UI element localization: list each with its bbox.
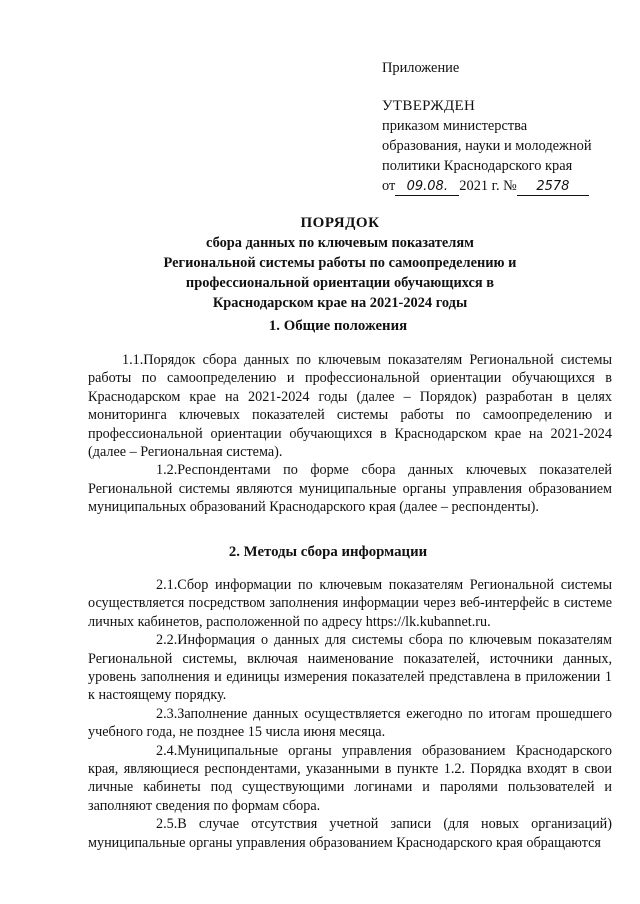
title-line: Краснодарском крае на 2021-2024 годы [212,295,468,311]
approval-line: образования, науки и молодежной [382,138,592,154]
paragraph-2-2 [88,631,612,705]
title-line: Региональной системы работы по самоопределению и [163,255,517,271]
section-1-body [88,351,612,517]
paragraph-text: В случае отсутствия учетной записи (для новых организаций) муниципальные органы управления образованием Краснодарского края обращаются [88,816,612,851]
paragraph-text: Заполнение данных осуществляется ежегодно по итогам прошедшего учебного года, не позднее 15 числа июня месяца. [88,705,612,741]
approval-line: приказом министерства [382,118,528,134]
handwritten-date: 09.08. [395,179,459,196]
section-1-title: 1. Общие положения [268,318,408,334]
paragraph-number: 2.5. [156,816,178,833]
title-heading: ПОРЯДОК [300,215,380,231]
appendix-label: Приложение [382,60,460,76]
handwritten-order-number: 2578 [517,179,589,196]
document-title [120,213,560,313]
paragraph-2-5 [88,815,612,852]
paragraph-2-3 [88,705,612,742]
title-line: профессиональной ориентации обучающихся в [185,275,495,291]
paragraph-2-4 [88,742,612,816]
paragraph-1-1: 1.1.Порядок сбора данных по ключевым показателям Региональной системы работы по самоопределению и профессиональной ориентации обучающихся в Краснодарском крае на 2021-2024 годы (далее – Порядок) разработан в целях мониторинга ключевых показателей системы работы по самоопределению и профессиональной ориентации обучающихся в Краснодарском крае на 2021-2024 (далее – Региональная система). [88,352,612,461]
paragraph-text: Муниципальные органы управления образованием Краснодарского края, являющиеся респондентами, указанными в пункте 1.2. Порядка входят в свои личные кабинеты под существующими логинами и паролями пользователей и заполняют сведения по формам сбора. [88,742,612,814]
year-text: 2021 г. № [459,178,517,194]
paragraph-1-2 [88,461,612,516]
title-line: сбора данных по ключевым показателям [206,235,474,251]
paragraph-number: 2.1. [156,577,178,593]
paragraph-2-1 [88,576,612,631]
paragraph-number: 2.3. [156,705,178,722]
paragraph-number: 2.2. [156,632,178,649]
paragraph-number: 1.2. [156,462,178,479]
approval-line: политики Краснодарского края [382,158,573,174]
paragraph-text: Респондентами по форме сбора данных ключевых показателей Региональной системы являются муниципальные органы управления образованием муниципальных образований Краснодарского края (далее – респонденты). [88,462,612,516]
paragraph-text: Сбор информации по ключевым показателям Региональной системы осуществляется посредством заполнения информации через веб-интерфейс в системе личных кабинетов, расположенной по адресу https://lk.kubannet.ru. [88,577,612,630]
section-2-body [88,576,612,852]
approved-label: УТВЕРЖДЕН [382,98,476,114]
date-prefix: от [382,178,396,194]
paragraph-number: 2.4. [156,742,178,759]
section-2-title: 2. Методы сбора информации [228,544,428,560]
approval-date-line [382,176,632,196]
paragraph-text: Информация о данных для системы сбора по ключевым показателям Региональной системы, включая наименование показателей, источники данных, уровень заполнения и единицы измерения показателей представлена в приложении 1 к настоящему порядку. [88,632,612,704]
approval-block [382,58,632,196]
